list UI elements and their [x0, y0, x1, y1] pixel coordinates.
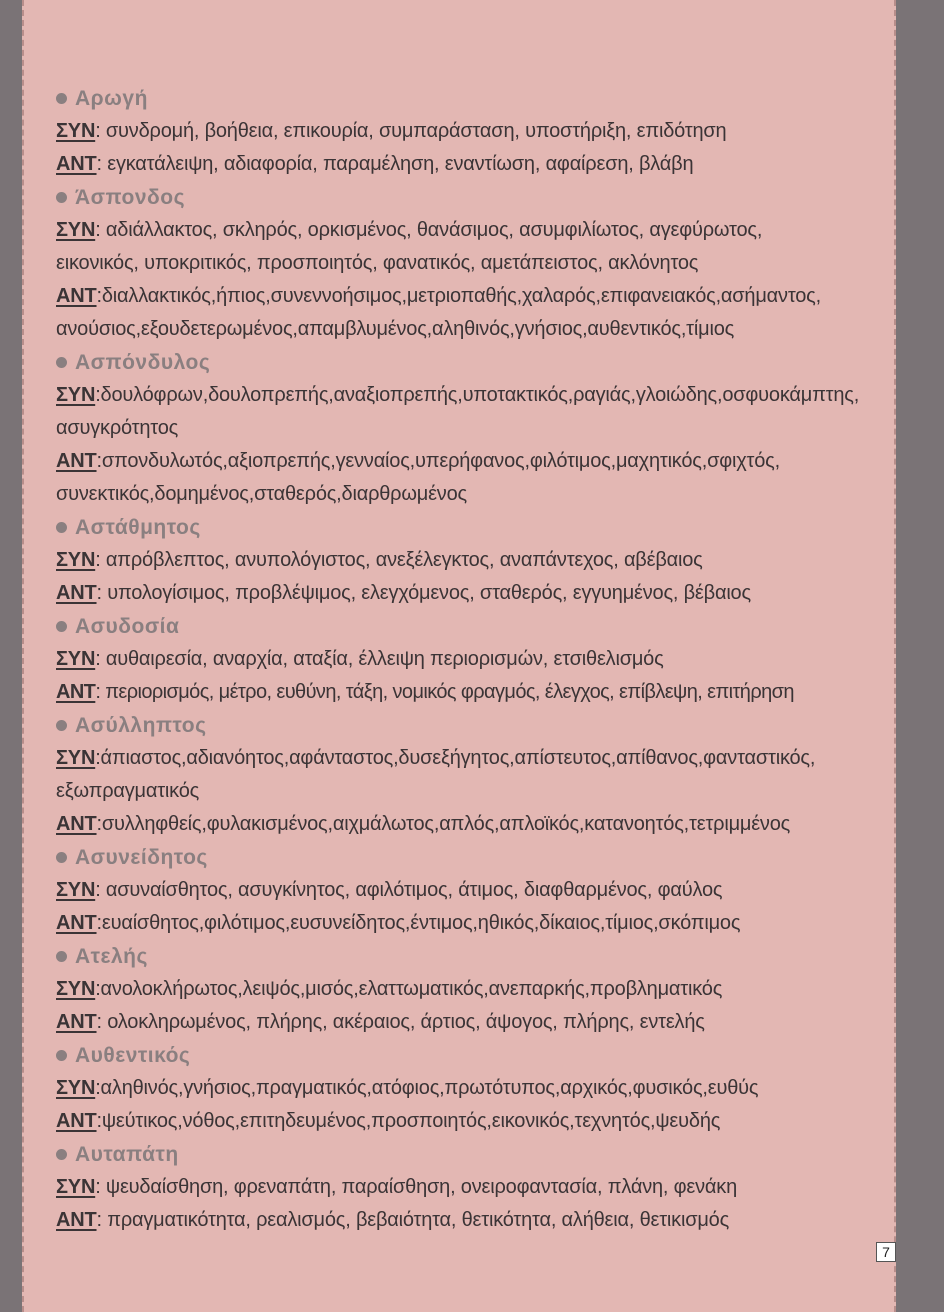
- ant-label: ΑΝΤ: [56, 1110, 97, 1132]
- syn-text: ασυγκρότητος: [56, 417, 179, 439]
- entry-term: [56, 181, 894, 214]
- syn-text: εξωπραγματικός: [56, 780, 200, 802]
- ant-line: [56, 313, 894, 346]
- bullet-icon: [56, 1149, 67, 1160]
- syn-line: [56, 775, 894, 808]
- ant-line: [56, 445, 894, 478]
- ant-text: :συλληφθείς,φυλακισμένος,αιχμάλωτος,απλός,απλοϊκός,κατανοητός,τετριμμένος: [96, 813, 791, 835]
- entry-term: [56, 1039, 894, 1072]
- bullet-icon: [56, 192, 67, 203]
- syn-label: ΣΥΝ: [56, 549, 96, 571]
- bullet-icon: [56, 720, 67, 731]
- entry-term: [56, 82, 894, 115]
- ant-line: [56, 148, 894, 181]
- syn-line: [56, 214, 894, 247]
- entry-term-text: Ασπόνδυλος: [75, 350, 211, 374]
- ant-label: ΑΝΤ: [56, 1209, 97, 1231]
- syn-label: ΣΥΝ: [56, 219, 96, 241]
- ant-label: ΑΝΤ: [56, 153, 97, 175]
- syn-line: [56, 412, 894, 445]
- ant-line: [56, 676, 894, 709]
- entry-term-text: Αυθεντικός: [75, 1043, 191, 1067]
- ant-text: :ευαίσθητος,φιλότιμος,ευσυνείδητος,έντιμος,ηθικός,δίκαιος,τίμιος,σκόπιμος: [96, 912, 741, 934]
- entry-term: [56, 346, 894, 379]
- entry-term-text: Αυταπάτη: [75, 1142, 179, 1166]
- syn-label: ΣΥΝ: [56, 120, 96, 142]
- ant-text: :σπονδυλωτός,αξιοπρεπής,γενναίος,υπερήφανος,φιλότιμος,μαχητικός,σφιχτός,: [96, 450, 780, 472]
- left-border-strip: [0, 0, 22, 1312]
- bullet-icon: [56, 357, 67, 368]
- ant-line: [56, 1006, 894, 1039]
- syn-text: εικονικός, υποκριτικός, προσποιητός, φανατικός, αμετάπειστος, ακλόνητος: [56, 252, 699, 274]
- syn-text: :ανολοκλήρωτος,λειψός,μισός,ελαττωματικός,ανεπαρκής,προβληματικός: [95, 978, 723, 1000]
- syn-label: ΣΥΝ: [56, 384, 96, 406]
- bullet-icon: [56, 1050, 67, 1061]
- syn-line: [56, 742, 894, 775]
- entry-term: [56, 841, 894, 874]
- entry-term-text: Ασυνείδητος: [75, 845, 208, 869]
- bullet-icon: [56, 951, 67, 962]
- ant-line: [56, 1105, 894, 1138]
- entry-term: [56, 1138, 894, 1171]
- syn-line: [56, 874, 894, 907]
- ant-text: :ψεύτικος,νόθος,επιτηδευμένος,προσποιητός,εικονικός,τεχνητός,ψευδής: [96, 1110, 721, 1132]
- ant-line: [56, 1204, 894, 1237]
- syn-label: ΣΥΝ: [56, 648, 96, 670]
- syn-line: [56, 115, 894, 148]
- entry-term: [56, 511, 894, 544]
- syn-line: [56, 379, 894, 412]
- entry-term-text: Ασύλληπτος: [75, 713, 207, 737]
- ant-label: ΑΝΤ: [56, 450, 97, 472]
- bullet-icon: [56, 522, 67, 533]
- syn-text: :δουλόφρων,δουλοπρεπής,αναξιοπρεπής,υποτακτικός,ραγιάς,γλοιώδης,οσφυοκάμπτης,: [95, 384, 860, 406]
- syn-text: : ασυναίσθητος, ασυγκίνητος, αφιλότιμος, άτιμος, διαφθαρμένος, φαύλος: [95, 879, 723, 901]
- syn-text: :άπιαστος,αδιανόητος,αφάνταστος,δυσεξήγητος,απίστευτος,απίθανος,φανταστικός,: [95, 747, 816, 769]
- entry-term-text: Ασυδοσία: [75, 614, 180, 638]
- entry-term: [56, 610, 894, 643]
- syn-label: ΣΥΝ: [56, 1176, 96, 1198]
- ant-label: ΑΝΤ: [56, 681, 96, 703]
- syn-line: [56, 643, 894, 676]
- ant-text: συνεκτικός,δομημένος,σταθερός,διαρθρωμένος: [56, 483, 467, 505]
- ant-line: [56, 280, 894, 313]
- ant-text: : εγκατάλειψη, αδιαφορία, παραμέληση, εναντίωση, αφαίρεση, βλάβη: [96, 153, 694, 175]
- entry-term-text: Άσπονδος: [75, 185, 186, 209]
- ant-label: ΑΝΤ: [56, 813, 97, 835]
- ant-label: ΑΝΤ: [56, 912, 97, 934]
- ant-line: [56, 907, 894, 940]
- ant-text: :διαλλακτικός,ήπιος,συνεννοήσιμος,μετριοπαθής,χαλαρός,επιφανειακός,ασήμαντος,: [96, 285, 821, 307]
- bullet-icon: [56, 621, 67, 632]
- ant-line: [56, 808, 894, 841]
- syn-label: ΣΥΝ: [56, 879, 96, 901]
- syn-text: : αυθαιρεσία, αναρχία, αταξία, έλλειψη περιορισμών, ετσιθελισμός: [95, 648, 664, 670]
- ant-text: : υπολογίσιμος, προβλέψιμος, ελεγχόμενος, σταθερός, εγγυημένος, βέβαιος: [96, 582, 751, 604]
- syn-line: [56, 247, 894, 280]
- entry-term-text: Ατελής: [75, 944, 148, 968]
- ant-label: ΑΝΤ: [56, 285, 97, 307]
- page-number: 7: [876, 1242, 896, 1262]
- syn-line: [56, 1171, 894, 1204]
- ant-text: ανούσιος,εξουδετερωμένος,απαμβλυμένος,αληθινός,γνήσιος,αυθεντικός,τίμιος: [56, 318, 735, 340]
- syn-text: :αληθινός,γνήσιος,πραγματικός,ατόφιος,πρωτότυπος,αρχικός,φυσικός,ευθύς: [95, 1077, 759, 1099]
- syn-label: ΣΥΝ: [56, 978, 96, 1000]
- ant-text: : πραγματικότητα, ρεαλισμός, βεβαιότητα, θετικότητα, αλήθεια, θετικισμός: [96, 1209, 730, 1231]
- entry-term: [56, 709, 894, 742]
- ant-line: [56, 478, 894, 511]
- ant-label: ΑΝΤ: [56, 582, 97, 604]
- entry-term: [56, 940, 894, 973]
- syn-line: [56, 544, 894, 577]
- ant-text: : περιορισμός, μέτρο, ευθύνη, τάξη, νομικός φραγμός, έλεγχος, επίβλεψη, επιτήρηση: [95, 681, 794, 703]
- syn-line: [56, 1072, 894, 1105]
- syn-text: : αδιάλλακτος, σκληρός, ορκισμένος, θανάσιμος, ασυμφιλίωτος, αγεφύρωτος,: [95, 219, 763, 241]
- entry-term-text: Αρωγή: [75, 86, 148, 110]
- ant-line: [56, 577, 894, 610]
- ant-label: ΑΝΤ: [56, 1011, 97, 1033]
- bullet-icon: [56, 93, 67, 104]
- entry-term-text: Αστάθμητος: [75, 515, 201, 539]
- right-border-strip: [896, 0, 944, 1312]
- syn-text: : ψευδαίσθηση, φρεναπάτη, παραίσθηση, ονειροφαντασία, πλάνη, φενάκη: [95, 1176, 738, 1198]
- syn-label: ΣΥΝ: [56, 1077, 96, 1099]
- ant-text: : ολοκληρωμένος, πλήρης, ακέραιος, άρτιος, άψογος, πλήρης, εντελής: [96, 1011, 705, 1033]
- dictionary-content: [56, 82, 894, 1237]
- syn-text: : συνδρομή, βοήθεια, επικουρία, συμπαράσταση, υποστήριξη, επιδότηση: [95, 120, 727, 142]
- syn-line: [56, 973, 894, 1006]
- bullet-icon: [56, 852, 67, 863]
- syn-text: : απρόβλεπτος, ανυπολόγιστος, ανεξέλεγκτος, αναπάντεχος, αβέβαιος: [95, 549, 703, 571]
- syn-label: ΣΥΝ: [56, 747, 96, 769]
